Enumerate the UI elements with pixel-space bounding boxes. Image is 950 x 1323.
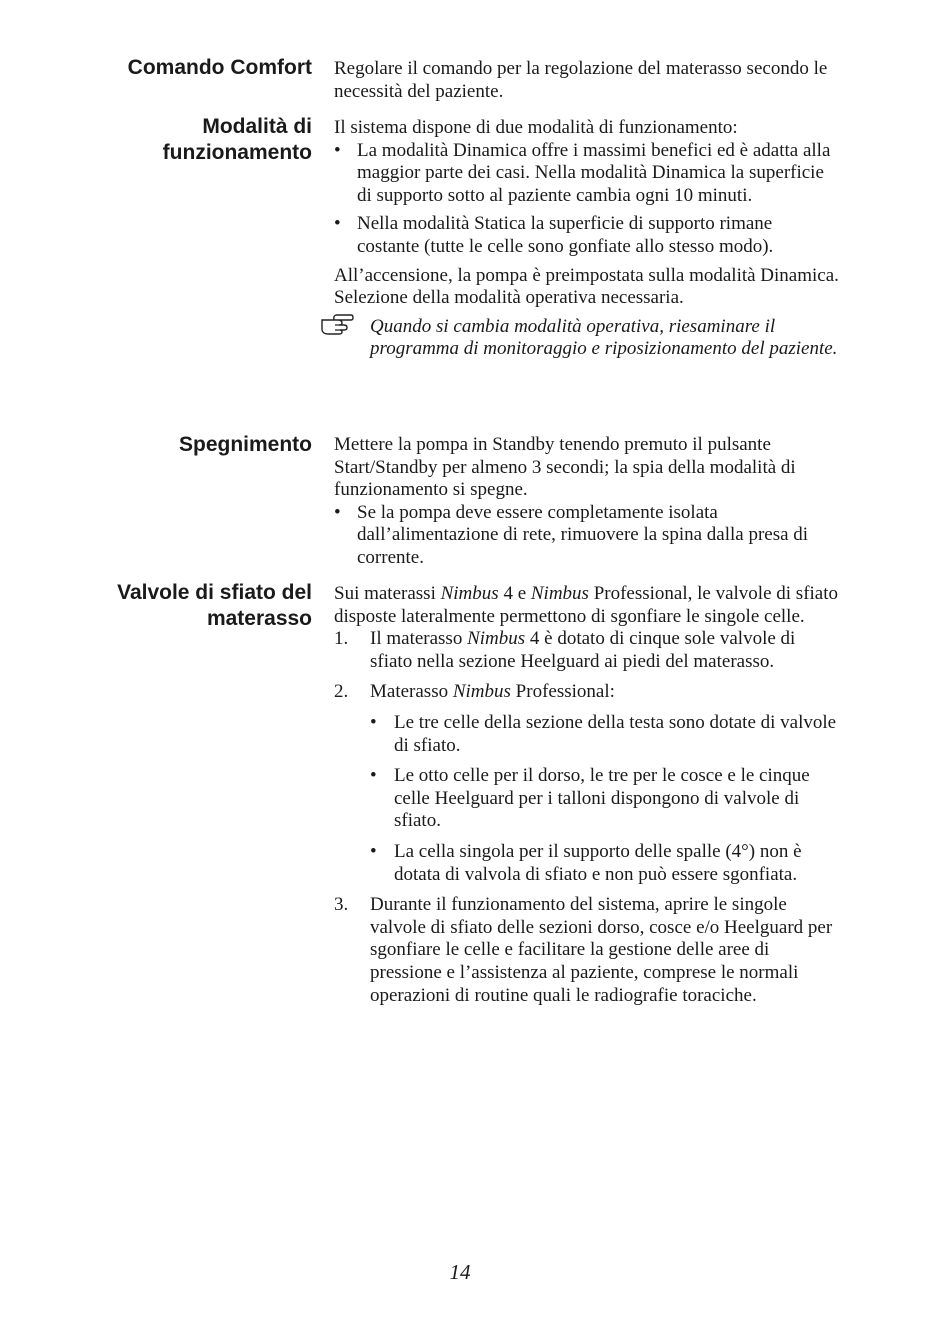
- item-number: 3.: [334, 894, 349, 916]
- text-run: Sui materassi: [334, 583, 441, 604]
- section-body: [334, 117, 839, 361]
- bullet-marker: •: [334, 213, 341, 235]
- list-item: [334, 712, 839, 757]
- paragraph: Il sistema dispone di due modalità di funzionamento:: [334, 117, 738, 138]
- item-number: 1.: [334, 628, 349, 650]
- bullet-marker: •: [334, 139, 341, 161]
- text-run: Materasso: [370, 681, 453, 703]
- pointing-hand-icon: [320, 312, 354, 336]
- bullet-marker: •: [370, 711, 377, 733]
- text-run: Il materasso: [370, 628, 468, 650]
- text-run: Professional, le valvole di sfiato disposte lateralmente permettono di sgonfiare le singole celle.: [334, 583, 839, 627]
- numbered-item: [334, 681, 839, 704]
- list-item-text: Se la pompa deve essere completamente isolata dall’alimentazione di rete, rimuovere la spina dalla presa di corrente.: [357, 501, 809, 568]
- section-heading: [52, 580, 312, 632]
- heading-line: Valvole di sfiato del: [117, 581, 312, 604]
- list-item: [334, 502, 839, 570]
- section-heading: Spegnimento: [178, 433, 312, 456]
- brand-name: Nimbus: [530, 583, 589, 604]
- section-heading: Comando Comfort: [127, 56, 312, 79]
- section-body: [334, 434, 839, 570]
- list-item-text: Le tre celle della sezione della testa sono dotate di valvole di sfiato.: [394, 711, 837, 756]
- list-item-text: La cella singola per il supporto delle spalle (4°) non è dotata di valvola di sfiato e non può essere sgonfiata.: [394, 840, 802, 885]
- list-item: [334, 841, 839, 886]
- page-number: 14: [449, 1260, 471, 1284]
- heading-line: funzionamento: [162, 141, 312, 164]
- numbered-item: [334, 628, 839, 673]
- bullet-marker: •: [370, 840, 377, 862]
- paragraph: Mettere la pompa in Standby tenendo premuto il pulsante Start/Standby per almeno 3 secondi; la spia della modalità di funzionamento si spegne.: [334, 434, 796, 501]
- brand-name: Nimbus: [467, 628, 526, 650]
- note-text: Quando si cambia modalità operativa, riesaminare il programma di monitoraggio e riposizionamento del paziente.: [370, 315, 838, 360]
- text-run: Professional:: [510, 681, 615, 703]
- section-heading: [52, 114, 312, 166]
- list-item: [334, 140, 839, 208]
- note: [334, 316, 839, 361]
- list-item-text: Durante il funzionamento del sistema, aprire le singole valvole di sfiato delle sezioni dorso, cosce e/o Heelguard per sgonfiare le celle e facilitare la gestione delle aree di pressione e l’assistenza al paziente, comprese le normali operazioni di routine quali le radiografie toraciche.: [370, 894, 833, 1006]
- section-body: [334, 583, 839, 1007]
- heading-line: materasso: [206, 607, 312, 630]
- item-number: 2.: [334, 681, 349, 703]
- section-body: [334, 58, 839, 103]
- list-item: [334, 765, 839, 833]
- text-run: 4 è dotato di cinque sole valvole di sfiato nella sezione Heelguard ai piedi del materasso.: [370, 628, 796, 672]
- paragraph: Regolare il comando per la regolazione del materasso secondo le necessità del paziente.: [334, 58, 828, 102]
- paragraph: [334, 583, 839, 628]
- brand-name: Nimbus: [440, 583, 499, 604]
- text-run: 4 e: [498, 583, 531, 604]
- list-item-text: La modalità Dinamica offre i massimi benefici ed è adatta alla maggior parte dei casi. Nella modalità Dinamica la superficie di supporto sotto al paziente cambia ogni 10 minuti.: [357, 139, 831, 206]
- numbered-item: [334, 894, 839, 1007]
- list-item-text: Nella modalità Statica la superficie di supporto rimane costante (tutte le celle sono gonfiate allo stesso modo).: [357, 213, 774, 257]
- brand-name: Nimbus: [452, 681, 511, 703]
- paragraph: Selezione della modalità operativa necessaria.: [334, 287, 684, 309]
- paragraph: All’accensione, la pompa è preimpostata sulla modalità Dinamica.: [334, 264, 839, 286]
- heading-line: Modalità di: [202, 115, 312, 138]
- bullet-marker: •: [334, 501, 341, 523]
- list-item: [334, 213, 839, 258]
- bullet-marker: •: [370, 765, 377, 787]
- list-item-text: Le otto celle per il dorso, le tre per le cosce e le cinque celle Heelguard per i talloni dispongono di valvole di sfiato.: [394, 765, 810, 832]
